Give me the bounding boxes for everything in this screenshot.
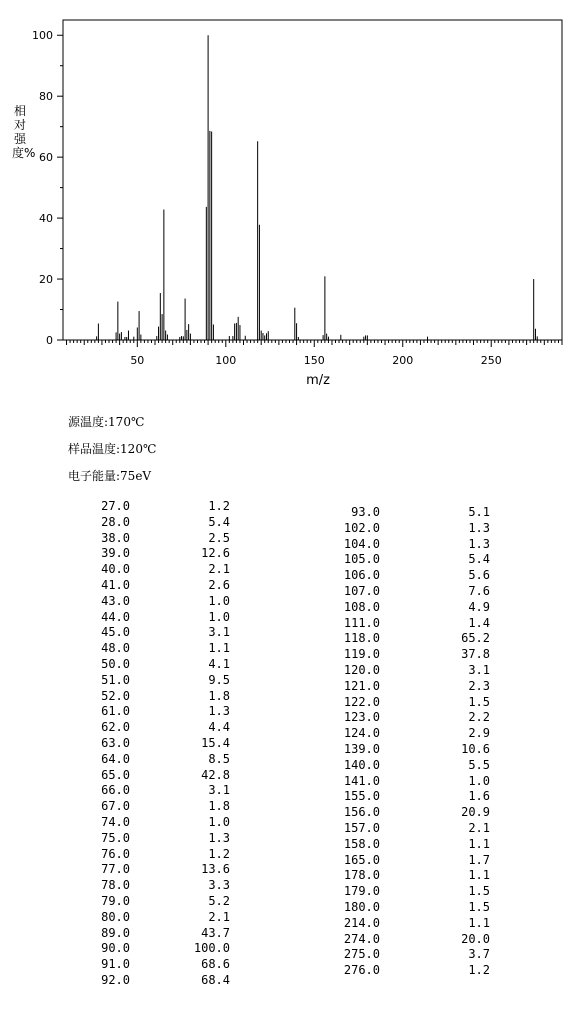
peak-table-right [320,505,490,979]
mz-value: 121.0 [343,678,380,693]
mz-value: 178.0 [343,868,380,883]
x-tick-label: 50 [130,354,145,367]
mz-value: 179.0 [343,884,380,899]
intensity-value: 8.5 [208,751,230,766]
table-row [320,584,490,600]
table-row [320,774,490,790]
mz-value: 157.0 [343,820,380,835]
intensity-value: 1.4 [468,615,490,630]
intensity-value: 2.1 [208,909,230,924]
table-row [320,900,490,916]
x-tick-label: 150 [303,354,325,367]
table-row [320,505,490,521]
mz-value: 41.0 [101,577,130,592]
mz-value: 76.0 [101,846,130,861]
intensity-value: 3.7 [468,947,490,962]
table-row [70,720,230,736]
mz-value: 40.0 [101,562,130,577]
table-row [70,847,230,863]
sample-temperature: 样品温度:120℃ [68,442,157,456]
intensity-value: 2.2 [468,710,490,725]
source-temperature: 源温度:170℃ [68,415,145,429]
electron-energy: 电子能量:75eV [68,469,152,483]
table-row [320,679,490,695]
intensity-value: 5.2 [208,893,230,908]
mz-value: 80.0 [101,909,130,924]
y-tick-label: 80 [39,90,53,104]
mz-value: 28.0 [101,514,130,529]
table-row [70,689,230,705]
table-row [70,499,230,515]
intensity-value: 1.5 [468,899,490,914]
table-row [70,625,230,641]
table-row [320,868,490,884]
mz-value: 48.0 [101,641,130,656]
mz-value: 106.0 [343,568,380,583]
y-axis-label: 相对强度% [12,104,36,160]
intensity-value: 1.5 [468,884,490,899]
table-row [320,663,490,679]
intensity-value: 5.4 [468,552,490,567]
intensity-value: 15.4 [201,735,230,750]
table-row [320,758,490,774]
intensity-value: 2.1 [468,820,490,835]
intensity-value: 4.9 [468,599,490,614]
intensity-value: 4.1 [208,656,230,671]
table-row [320,600,490,616]
intensity-value: 20.9 [461,805,490,820]
table-row [70,862,230,878]
mz-value: 78.0 [101,878,130,893]
table-row [70,957,230,973]
table-row [70,926,230,942]
intensity-value: 20.0 [461,931,490,946]
table-row [70,752,230,768]
mz-value: 118.0 [343,631,380,646]
intensity-value: 1.8 [208,688,230,703]
intensity-value: 37.8 [461,647,490,662]
intensity-value: 7.6 [468,583,490,598]
mz-value: 27.0 [101,499,130,513]
mz-value: 156.0 [343,805,380,820]
mz-value: 52.0 [101,688,130,703]
mass-spectrum-chart [0,0,570,392]
mz-value: 123.0 [343,710,380,725]
table-row [320,616,490,632]
table-row [70,673,230,689]
intensity-value: 1.5 [468,694,490,709]
table-row [320,821,490,837]
intensity-value: 3.3 [208,878,230,893]
intensity-value: 1.2 [208,846,230,861]
intensity-value: 2.1 [208,562,230,577]
table-row [70,578,230,594]
mz-value: 43.0 [101,593,130,608]
mz-value: 102.0 [343,520,380,535]
table-row [320,805,490,821]
intensity-value: 2.3 [468,678,490,693]
mz-value: 62.0 [101,720,130,735]
table-row [70,704,230,720]
intensity-value: 13.6 [201,862,230,877]
mz-value: 92.0 [101,972,130,987]
table-row [70,815,230,831]
intensity-value: 5.1 [468,505,490,519]
intensity-value: 2.9 [468,726,490,741]
y-tick-label: 20 [39,273,53,287]
table-row [320,853,490,869]
mz-value: 122.0 [343,694,380,709]
intensity-value: 3.1 [468,662,490,677]
mz-value: 50.0 [101,656,130,671]
table-row [320,916,490,932]
mz-value: 180.0 [343,899,380,914]
x-axis-label: m/z [306,373,330,388]
mz-value: 44.0 [101,609,130,624]
intensity-value: 100.0 [193,941,230,956]
intensity-value: 68.6 [201,957,230,972]
table-row [320,963,490,979]
intensity-value: 1.0 [208,593,230,608]
table-row [70,531,230,547]
x-tick-label: 100 [215,354,237,367]
table-row [70,878,230,894]
mz-value: 104.0 [343,536,380,551]
table-row [70,941,230,957]
intensity-value: 1.1 [468,836,490,851]
mz-value: 79.0 [101,893,130,908]
intensity-value: 1.1 [208,641,230,656]
table-row [70,910,230,926]
table-row [320,742,490,758]
table-row [70,768,230,784]
table-row [320,726,490,742]
intensity-value: 1.1 [468,868,490,883]
intensity-value: 1.0 [468,773,490,788]
table-row [320,647,490,663]
y-tick-label: 60 [39,151,53,165]
mz-value: 119.0 [343,647,380,662]
intensity-value: 3.1 [208,783,230,798]
intensity-value: 1.2 [208,499,230,513]
mz-value: 39.0 [101,546,130,561]
mz-value: 61.0 [101,704,130,719]
table-row [70,799,230,815]
intensity-value: 1.0 [208,814,230,829]
mz-value: 66.0 [101,783,130,798]
table-row [70,894,230,910]
table-row [320,568,490,584]
intensity-value: 65.2 [461,631,490,646]
intensity-value: 68.4 [201,972,230,987]
mz-value: 89.0 [101,925,130,940]
table-row [70,973,230,989]
table-row [70,736,230,752]
mz-value: 124.0 [343,726,380,741]
intensity-value: 3.1 [208,625,230,640]
table-row [70,515,230,531]
mz-value: 64.0 [101,751,130,766]
intensity-value: 4.4 [208,720,230,735]
table-row [70,641,230,657]
mz-value: 77.0 [101,862,130,877]
mz-value: 155.0 [343,789,380,804]
intensity-value: 12.6 [201,546,230,561]
intensity-value: 1.0 [208,609,230,624]
intensity-value: 1.3 [468,536,490,551]
mz-value: 38.0 [101,530,130,545]
table-row [320,884,490,900]
mz-value: 108.0 [343,599,380,614]
mz-value: 90.0 [101,941,130,956]
mz-value: 165.0 [343,852,380,867]
table-row [320,932,490,948]
mz-value: 67.0 [101,799,130,814]
mz-value: 141.0 [343,773,380,788]
intensity-value: 10.6 [461,741,490,756]
mz-value: 45.0 [101,625,130,640]
intensity-value: 5.6 [468,568,490,583]
table-row [320,552,490,568]
intensity-value: 2.6 [208,577,230,592]
table-row [70,610,230,626]
x-tick-label: 200 [392,354,414,367]
mz-value: 274.0 [343,931,380,946]
y-tick-label: 0 [46,334,53,347]
mz-value: 74.0 [101,814,130,829]
table-row [70,783,230,799]
intensity-value: 1.6 [468,789,490,804]
mz-value: 51.0 [101,672,130,687]
mz-value: 214.0 [343,915,380,930]
table-row [320,695,490,711]
mz-value: 275.0 [343,947,380,962]
table-row [320,789,490,805]
intensity-value: 9.5 [208,672,230,687]
peak-table-left [70,499,230,989]
y-tick-label: 100 [32,29,53,43]
table-row [70,562,230,578]
table-row [70,831,230,847]
table-row [320,537,490,553]
table-row [320,710,490,726]
intensity-value: 42.8 [201,767,230,782]
intensity-value: 1.1 [468,915,490,930]
table-row [70,594,230,610]
table-row [320,947,490,963]
intensity-value: 5.5 [468,757,490,772]
intensity-value: 1.3 [468,520,490,535]
x-tick-label: 250 [480,354,502,367]
intensity-value: 1.3 [208,830,230,845]
mz-value: 140.0 [343,757,380,772]
mz-value: 120.0 [343,662,380,677]
mz-value: 158.0 [343,836,380,851]
mz-value: 276.0 [343,963,380,978]
mz-value: 107.0 [343,583,380,598]
intensity-value: 1.8 [208,799,230,814]
mz-value: 139.0 [343,741,380,756]
plot-frame [63,20,562,340]
intensity-value: 1.3 [208,704,230,719]
intensity-value: 1.7 [468,852,490,867]
table-row [320,521,490,537]
intensity-value: 5.4 [208,514,230,529]
table-row [70,546,230,562]
table-row [320,631,490,647]
mz-value: 111.0 [343,615,380,630]
table-row [70,657,230,673]
intensity-value: 1.2 [468,963,490,978]
table-row [320,837,490,853]
mz-value: 65.0 [101,767,130,782]
mz-value: 93.0 [351,505,380,519]
mz-value: 75.0 [101,830,130,845]
mz-value: 91.0 [101,957,130,972]
mz-value: 105.0 [343,552,380,567]
y-tick-label: 40 [39,212,53,226]
intensity-value: 2.5 [208,530,230,545]
intensity-value: 43.7 [201,925,230,940]
mz-value: 63.0 [101,735,130,750]
